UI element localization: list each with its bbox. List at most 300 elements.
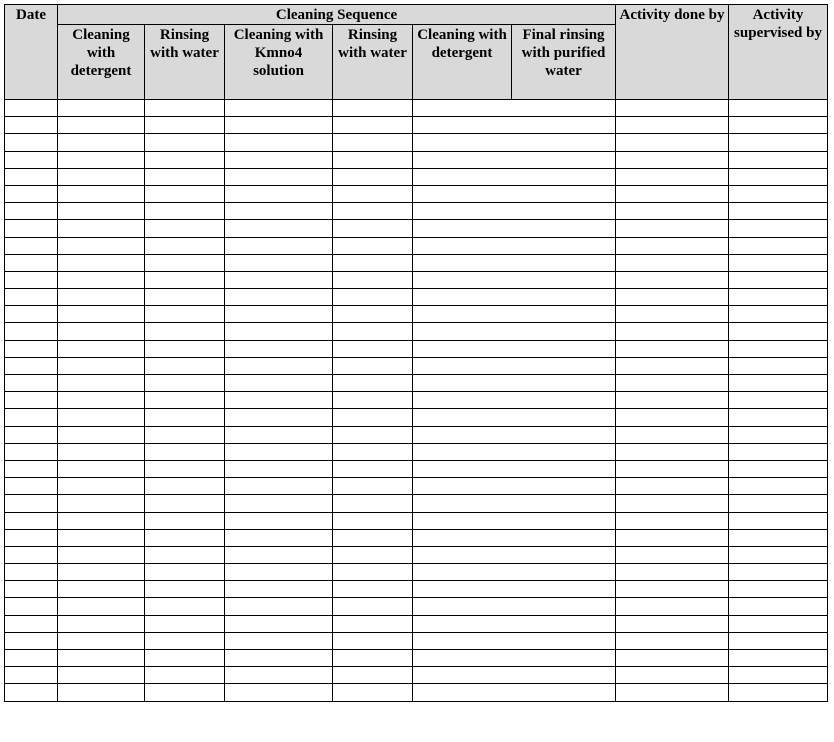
step-5-6-cell[interactable] xyxy=(413,220,616,237)
step-4-cell[interactable] xyxy=(333,254,413,271)
step-4-cell[interactable] xyxy=(333,478,413,495)
table-row xyxy=(5,426,828,443)
date-cell[interactable] xyxy=(5,100,58,117)
step-2-cell[interactable] xyxy=(145,478,225,495)
date-cell[interactable] xyxy=(5,564,58,581)
date-cell[interactable] xyxy=(5,426,58,443)
step-1-cell[interactable] xyxy=(58,632,145,649)
date-cell[interactable] xyxy=(5,254,58,271)
step-2-cell[interactable] xyxy=(145,684,225,701)
step-1-cell[interactable] xyxy=(58,426,145,443)
step-2-cell[interactable] xyxy=(145,237,225,254)
step-5-6-cell[interactable] xyxy=(413,134,616,151)
done-by-cell[interactable] xyxy=(616,512,729,529)
step-4-cell[interactable] xyxy=(333,289,413,306)
date-cell[interactable] xyxy=(5,667,58,684)
date-cell[interactable] xyxy=(5,478,58,495)
step-5-6-cell[interactable] xyxy=(413,100,616,117)
step-4-cell[interactable] xyxy=(333,684,413,701)
date-cell[interactable] xyxy=(5,581,58,598)
step-3-cell[interactable] xyxy=(225,237,333,254)
date-cell[interactable] xyxy=(5,598,58,615)
step-1-cell[interactable] xyxy=(58,598,145,615)
table-row xyxy=(5,340,828,357)
supervised-by-cell[interactable] xyxy=(729,546,828,563)
supervised-by-cell[interactable] xyxy=(729,237,828,254)
done-by-cell[interactable] xyxy=(616,529,729,546)
table-row xyxy=(5,684,828,701)
done-by-cell[interactable] xyxy=(616,271,729,288)
step-1-cell[interactable] xyxy=(58,271,145,288)
done-by-cell[interactable] xyxy=(616,357,729,374)
table-row xyxy=(5,512,828,529)
step-2-cell[interactable] xyxy=(145,615,225,632)
step-5-6-cell[interactable] xyxy=(413,306,616,323)
step-5-6-cell[interactable] xyxy=(413,289,616,306)
date-cell[interactable] xyxy=(5,271,58,288)
step-3-cell[interactable] xyxy=(225,357,333,374)
step-1-cell[interactable] xyxy=(58,443,145,460)
step-2-cell[interactable] xyxy=(145,185,225,202)
step-3-cell[interactable] xyxy=(225,151,333,168)
done-by-cell[interactable] xyxy=(616,375,729,392)
step-1-cell[interactable] xyxy=(58,134,145,151)
step-5-6-cell[interactable] xyxy=(413,117,616,134)
step-5-6-cell[interactable] xyxy=(413,168,616,185)
step-1-cell[interactable] xyxy=(58,375,145,392)
step-3-cell[interactable] xyxy=(225,564,333,581)
done-by-cell[interactable] xyxy=(616,220,729,237)
step-4-cell[interactable] xyxy=(333,615,413,632)
step-3-cell[interactable] xyxy=(225,289,333,306)
step-5-6-cell[interactable] xyxy=(413,237,616,254)
step-2-cell[interactable] xyxy=(145,598,225,615)
step-1-cell[interactable] xyxy=(58,529,145,546)
step-2-cell[interactable] xyxy=(145,375,225,392)
step-3-cell[interactable] xyxy=(225,632,333,649)
supervised-by-cell[interactable] xyxy=(729,409,828,426)
step-1-cell[interactable] xyxy=(58,289,145,306)
step-1-cell[interactable] xyxy=(58,392,145,409)
date-cell[interactable] xyxy=(5,529,58,546)
supervised-by-cell[interactable] xyxy=(729,632,828,649)
done-by-cell[interactable] xyxy=(616,409,729,426)
step-4-cell[interactable] xyxy=(333,426,413,443)
step-2-cell[interactable] xyxy=(145,151,225,168)
step-3-cell[interactable] xyxy=(225,117,333,134)
step-3-cell[interactable] xyxy=(225,529,333,546)
step-4-cell[interactable] xyxy=(333,443,413,460)
step-3-cell[interactable] xyxy=(225,203,333,220)
step-1-cell[interactable] xyxy=(58,100,145,117)
step-2-cell[interactable] xyxy=(145,443,225,460)
step-2-cell[interactable] xyxy=(145,117,225,134)
step-5-6-cell[interactable] xyxy=(413,564,616,581)
step-4-cell[interactable] xyxy=(333,306,413,323)
supervised-by-cell[interactable] xyxy=(729,564,828,581)
step-5-6-cell[interactable] xyxy=(413,409,616,426)
step-3-cell[interactable] xyxy=(225,512,333,529)
step-4-cell[interactable] xyxy=(333,581,413,598)
date-cell[interactable] xyxy=(5,220,58,237)
step-5-6-cell[interactable] xyxy=(413,357,616,374)
date-cell[interactable] xyxy=(5,409,58,426)
date-cell[interactable] xyxy=(5,495,58,512)
step-1-cell[interactable] xyxy=(58,667,145,684)
date-cell[interactable] xyxy=(5,443,58,460)
done-by-cell[interactable] xyxy=(616,460,729,477)
step-3-cell[interactable] xyxy=(225,650,333,667)
step-3-cell[interactable] xyxy=(225,271,333,288)
step-2-cell[interactable] xyxy=(145,323,225,340)
step-4-cell[interactable] xyxy=(333,409,413,426)
step-5-6-cell[interactable] xyxy=(413,426,616,443)
step-5-6-cell[interactable] xyxy=(413,529,616,546)
step-4-cell[interactable] xyxy=(333,564,413,581)
table-row xyxy=(5,203,828,220)
supervised-by-cell[interactable] xyxy=(729,667,828,684)
step-5-6-cell[interactable] xyxy=(413,495,616,512)
step-5-6-cell[interactable] xyxy=(413,546,616,563)
step-4-cell[interactable] xyxy=(333,598,413,615)
step-4-cell[interactable] xyxy=(333,185,413,202)
step-3-cell[interactable] xyxy=(225,100,333,117)
supervised-by-cell[interactable] xyxy=(729,615,828,632)
step-1-cell[interactable] xyxy=(58,185,145,202)
step-2-cell[interactable] xyxy=(145,289,225,306)
date-cell[interactable] xyxy=(5,134,58,151)
supervised-by-cell[interactable] xyxy=(729,134,828,151)
supervised-by-cell[interactable] xyxy=(729,100,828,117)
supervised-by-cell[interactable] xyxy=(729,375,828,392)
step-2-cell[interactable] xyxy=(145,340,225,357)
table-row xyxy=(5,185,828,202)
step-1-cell[interactable] xyxy=(58,237,145,254)
step-4-cell[interactable] xyxy=(333,340,413,357)
done-by-cell[interactable] xyxy=(616,478,729,495)
step-4-cell[interactable] xyxy=(333,375,413,392)
step-3-cell[interactable] xyxy=(225,598,333,615)
date-cell[interactable] xyxy=(5,546,58,563)
step-4-cell[interactable] xyxy=(333,220,413,237)
step-4-cell[interactable] xyxy=(333,667,413,684)
table-row xyxy=(5,357,828,374)
step-2-cell[interactable] xyxy=(145,495,225,512)
step-1-cell[interactable] xyxy=(58,581,145,598)
date-cell[interactable] xyxy=(5,650,58,667)
step-5-6-cell[interactable] xyxy=(413,615,616,632)
step-3-cell[interactable] xyxy=(225,667,333,684)
date-cell[interactable] xyxy=(5,632,58,649)
supervised-by-cell[interactable] xyxy=(729,581,828,598)
step-1-cell[interactable] xyxy=(58,478,145,495)
step-5-6-cell[interactable] xyxy=(413,512,616,529)
done-by-cell[interactable] xyxy=(616,581,729,598)
step-3-cell[interactable] xyxy=(225,306,333,323)
step-3-cell[interactable] xyxy=(225,615,333,632)
done-by-cell[interactable] xyxy=(616,650,729,667)
step-4-cell[interactable] xyxy=(333,460,413,477)
done-by-cell[interactable] xyxy=(616,100,729,117)
supervised-by-cell[interactable] xyxy=(729,650,828,667)
step-5-6-cell[interactable] xyxy=(413,460,616,477)
step-2-cell[interactable] xyxy=(145,357,225,374)
step-2-cell[interactable] xyxy=(145,271,225,288)
step-5-6-cell[interactable] xyxy=(413,254,616,271)
step-1-cell[interactable] xyxy=(58,203,145,220)
date-cell[interactable] xyxy=(5,357,58,374)
date-cell[interactable] xyxy=(5,340,58,357)
step-1-cell[interactable] xyxy=(58,512,145,529)
step-4-cell[interactable] xyxy=(333,392,413,409)
step-2-cell[interactable] xyxy=(145,564,225,581)
step-2-cell[interactable] xyxy=(145,254,225,271)
supervised-by-cell[interactable] xyxy=(729,117,828,134)
step-1-cell[interactable] xyxy=(58,117,145,134)
supervised-by-cell[interactable] xyxy=(729,460,828,477)
done-by-cell[interactable] xyxy=(616,632,729,649)
step-2-cell[interactable] xyxy=(145,306,225,323)
table-row xyxy=(5,615,828,632)
step-1-cell[interactable] xyxy=(58,357,145,374)
step-5-6-cell[interactable] xyxy=(413,478,616,495)
step-2-cell[interactable] xyxy=(145,460,225,477)
step-5-6-cell[interactable] xyxy=(413,598,616,615)
done-by-cell[interactable] xyxy=(616,134,729,151)
date-cell[interactable] xyxy=(5,512,58,529)
step-1-cell[interactable] xyxy=(58,151,145,168)
step-5-6-cell[interactable] xyxy=(413,323,616,340)
cleaning-sequence-header: Cleaning Sequence xyxy=(58,5,616,25)
done-by-cell[interactable] xyxy=(616,392,729,409)
step-5-6-cell[interactable] xyxy=(413,340,616,357)
table-row xyxy=(5,306,828,323)
step-3-cell[interactable] xyxy=(225,375,333,392)
step-4-cell[interactable] xyxy=(333,650,413,667)
done-by-cell[interactable] xyxy=(616,151,729,168)
step-4-cell[interactable] xyxy=(333,237,413,254)
date-cell[interactable] xyxy=(5,117,58,134)
done-by-cell[interactable] xyxy=(616,340,729,357)
done-by-cell[interactable] xyxy=(616,185,729,202)
step-4-cell[interactable] xyxy=(333,117,413,134)
step-4-cell[interactable] xyxy=(333,271,413,288)
step-3-cell[interactable] xyxy=(225,168,333,185)
done-by-cell[interactable] xyxy=(616,323,729,340)
step-3-cell[interactable] xyxy=(225,392,333,409)
supervised-by-cell[interactable] xyxy=(729,512,828,529)
supervised-by-cell[interactable] xyxy=(729,495,828,512)
step-1-cell[interactable] xyxy=(58,306,145,323)
step-3-cell[interactable] xyxy=(225,134,333,151)
supervised-by-cell[interactable] xyxy=(729,684,828,701)
step-2-cell[interactable] xyxy=(145,632,225,649)
step-4-cell[interactable] xyxy=(333,323,413,340)
table-row xyxy=(5,392,828,409)
step-4-cell[interactable] xyxy=(333,529,413,546)
step-2-cell[interactable] xyxy=(145,203,225,220)
step-5-6-cell[interactable] xyxy=(413,443,616,460)
supervised-by-cell[interactable] xyxy=(729,185,828,202)
step-2-cell[interactable] xyxy=(145,529,225,546)
step-4-cell[interactable] xyxy=(333,512,413,529)
step-3-cell[interactable] xyxy=(225,443,333,460)
step-4-cell[interactable] xyxy=(333,546,413,563)
date-cell[interactable] xyxy=(5,151,58,168)
supervised-by-cell[interactable] xyxy=(729,254,828,271)
step-2-cell[interactable] xyxy=(145,392,225,409)
done-by-cell[interactable] xyxy=(616,495,729,512)
step-3-cell[interactable] xyxy=(225,684,333,701)
step-1-cell[interactable] xyxy=(58,564,145,581)
date-cell[interactable] xyxy=(5,323,58,340)
step-1-cell[interactable] xyxy=(58,254,145,271)
supervised-by-cell[interactable] xyxy=(729,168,828,185)
step-2-cell[interactable] xyxy=(145,100,225,117)
supervised-by-cell[interactable] xyxy=(729,598,828,615)
date-cell[interactable] xyxy=(5,237,58,254)
date-cell[interactable] xyxy=(5,185,58,202)
step-5-6-cell[interactable] xyxy=(413,271,616,288)
step-2-cell[interactable] xyxy=(145,512,225,529)
done-by-cell[interactable] xyxy=(616,117,729,134)
step-2-cell[interactable] xyxy=(145,134,225,151)
date-cell[interactable] xyxy=(5,289,58,306)
supervised-by-cell[interactable] xyxy=(729,323,828,340)
step-4-cell[interactable] xyxy=(333,357,413,374)
table-row xyxy=(5,409,828,426)
done-by-cell[interactable] xyxy=(616,443,729,460)
step-4-cell[interactable] xyxy=(333,134,413,151)
done-by-cell[interactable] xyxy=(616,564,729,581)
step-2-cell[interactable] xyxy=(145,667,225,684)
date-cell[interactable] xyxy=(5,203,58,220)
done-by-cell[interactable] xyxy=(616,306,729,323)
date-cell[interactable] xyxy=(5,375,58,392)
supervised-by-cell[interactable] xyxy=(729,203,828,220)
supervised-by-cell[interactable] xyxy=(729,220,828,237)
done-by-cell[interactable] xyxy=(616,254,729,271)
step-4-cell[interactable] xyxy=(333,203,413,220)
table-row xyxy=(5,478,828,495)
step-2-cell[interactable] xyxy=(145,426,225,443)
step-1-cell[interactable] xyxy=(58,323,145,340)
step-4-cell[interactable] xyxy=(333,632,413,649)
step-3-cell[interactable] xyxy=(225,460,333,477)
step-3-cell[interactable] xyxy=(225,546,333,563)
step-5-6-cell[interactable] xyxy=(413,667,616,684)
step-3-cell[interactable] xyxy=(225,185,333,202)
step-4-cell[interactable] xyxy=(333,495,413,512)
step-1-cell[interactable] xyxy=(58,340,145,357)
step-1-cell[interactable] xyxy=(58,650,145,667)
step-5-6-cell[interactable] xyxy=(413,684,616,701)
done-by-cell[interactable] xyxy=(616,289,729,306)
activity-done-by-header: Activity done by xyxy=(616,5,729,100)
step-2-cell[interactable] xyxy=(145,546,225,563)
step-5-6-cell[interactable] xyxy=(413,392,616,409)
supervised-by-cell[interactable] xyxy=(729,340,828,357)
supervised-by-cell[interactable] xyxy=(729,443,828,460)
done-by-cell[interactable] xyxy=(616,684,729,701)
supervised-by-cell[interactable] xyxy=(729,271,828,288)
step-1-cell[interactable] xyxy=(58,168,145,185)
supervised-by-cell[interactable] xyxy=(729,478,828,495)
supervised-by-cell[interactable] xyxy=(729,357,828,374)
date-cell[interactable] xyxy=(5,615,58,632)
done-by-cell[interactable] xyxy=(616,598,729,615)
date-cell[interactable] xyxy=(5,684,58,701)
step-3-cell[interactable] xyxy=(225,409,333,426)
step-5-6-cell[interactable] xyxy=(413,581,616,598)
step-1-cell[interactable] xyxy=(58,220,145,237)
done-by-cell[interactable] xyxy=(616,426,729,443)
supervised-by-cell[interactable] xyxy=(729,529,828,546)
supervised-by-cell[interactable] xyxy=(729,151,828,168)
step-2-cell[interactable] xyxy=(145,409,225,426)
step-2-cell[interactable] xyxy=(145,581,225,598)
supervised-by-cell[interactable] xyxy=(729,306,828,323)
done-by-cell[interactable] xyxy=(616,615,729,632)
step-5-6-cell[interactable] xyxy=(413,375,616,392)
step-4-cell[interactable] xyxy=(333,168,413,185)
log-entries xyxy=(5,100,828,702)
done-by-cell[interactable] xyxy=(616,237,729,254)
supervised-by-cell[interactable] xyxy=(729,392,828,409)
step-2-cell[interactable] xyxy=(145,650,225,667)
step-4-cell[interactable] xyxy=(333,100,413,117)
step-3-cell[interactable] xyxy=(225,581,333,598)
step-5-6-cell[interactable] xyxy=(413,632,616,649)
table-row xyxy=(5,100,828,117)
done-by-cell[interactable] xyxy=(616,168,729,185)
step-1-cell[interactable] xyxy=(58,495,145,512)
step-3-cell[interactable] xyxy=(225,220,333,237)
done-by-cell[interactable] xyxy=(616,203,729,220)
step-4-cell[interactable] xyxy=(333,151,413,168)
date-cell[interactable] xyxy=(5,460,58,477)
step-1-cell[interactable] xyxy=(58,615,145,632)
table-row xyxy=(5,667,828,684)
step-5-6-cell[interactable] xyxy=(413,650,616,667)
table-row xyxy=(5,271,828,288)
step-3-cell[interactable] xyxy=(225,495,333,512)
step-5-6-cell[interactable] xyxy=(413,185,616,202)
step-3-cell[interactable] xyxy=(225,426,333,443)
step-3-cell[interactable] xyxy=(225,323,333,340)
done-by-cell[interactable] xyxy=(616,667,729,684)
date-cell[interactable] xyxy=(5,392,58,409)
step-5-6-cell[interactable] xyxy=(413,151,616,168)
step-2-cell[interactable] xyxy=(145,220,225,237)
step-3-cell[interactable] xyxy=(225,340,333,357)
step-3-cell[interactable] xyxy=(225,478,333,495)
supervised-by-cell[interactable] xyxy=(729,426,828,443)
step-3-cell[interactable] xyxy=(225,254,333,271)
date-cell[interactable] xyxy=(5,168,58,185)
step-1-cell[interactable] xyxy=(58,460,145,477)
date-cell[interactable] xyxy=(5,306,58,323)
step-2-cell[interactable] xyxy=(145,168,225,185)
step-1-cell[interactable] xyxy=(58,684,145,701)
step-5-6-cell[interactable] xyxy=(413,203,616,220)
table-row xyxy=(5,134,828,151)
step-1-cell[interactable] xyxy=(58,409,145,426)
supervised-by-cell[interactable] xyxy=(729,289,828,306)
table-row xyxy=(5,151,828,168)
step-1-cell[interactable] xyxy=(58,546,145,563)
done-by-cell[interactable] xyxy=(616,546,729,563)
